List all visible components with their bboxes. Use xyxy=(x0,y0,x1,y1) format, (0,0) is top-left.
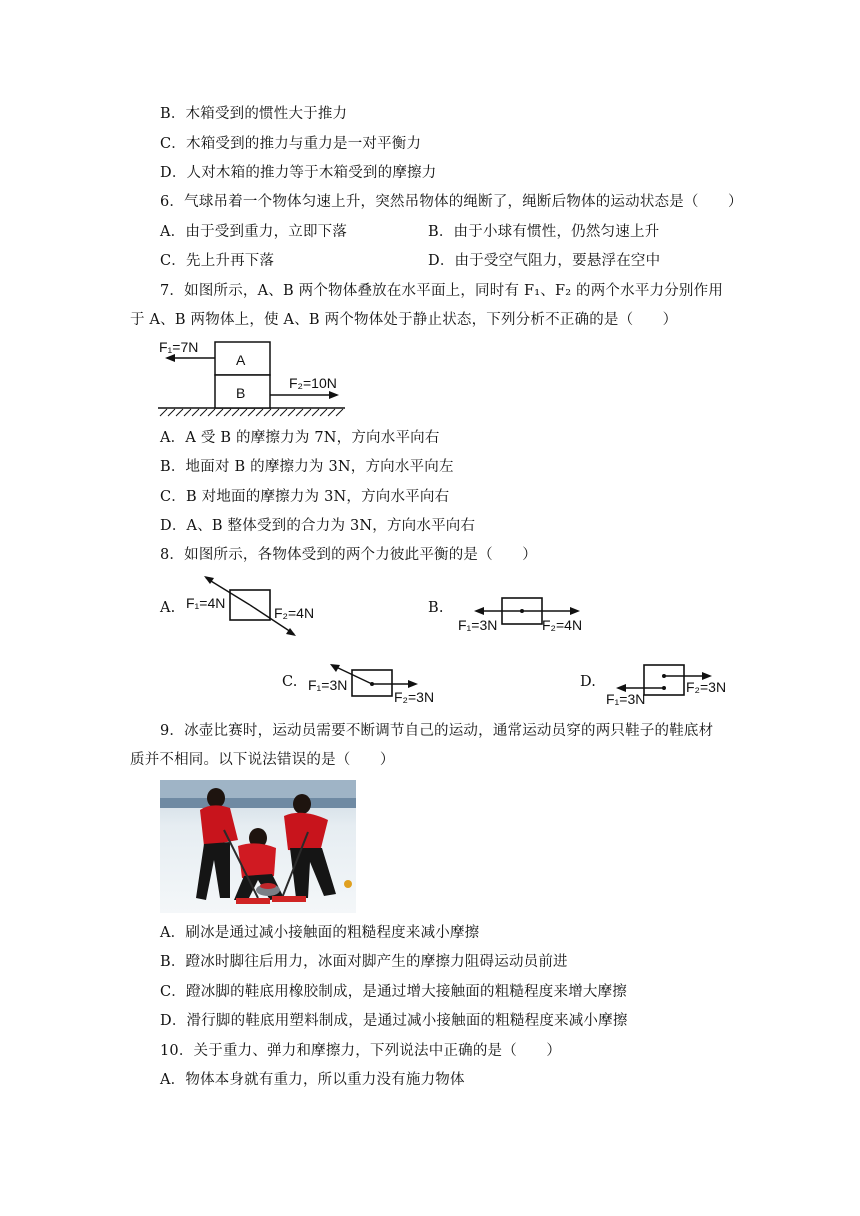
q8-fig-c-letter: C. xyxy=(282,674,298,690)
q7-option-a: A．A 受 B 的摩擦力为 7N，方向水平向右 xyxy=(160,430,440,446)
q9-option-a: A．刷冰是通过减小接触面的粗糙程度来减小摩擦 xyxy=(160,925,480,941)
q8-a-f1: F₁=4N xyxy=(186,595,226,611)
q6-stem: 6．气球吊着一个物体匀速上升，突然吊物体的绳断了，绳断后物体的运动状态是（ ） xyxy=(160,194,743,210)
ground-hatching xyxy=(160,409,343,416)
q8-c-f1: F₁=3N xyxy=(308,677,348,693)
q8-d-f1: F₁=3N xyxy=(606,691,646,707)
f2-arrowhead xyxy=(329,391,339,399)
q8-fig-b-letter: B. xyxy=(428,600,444,616)
q8-fig-d-letter: D. xyxy=(580,674,597,690)
q8-figure-c xyxy=(302,660,452,708)
q10-stem: 10．关于重力、弹力和摩擦力，下列说法中正确的是（ ） xyxy=(160,1043,562,1059)
q9-stem-line2: 质并不相同。以下说法错误的是（ ） xyxy=(130,752,395,768)
q9-option-b: B．蹬冰时脚往后用力，冰面对脚产生的摩擦力阻碍运动员前进 xyxy=(160,954,568,970)
q7-figure xyxy=(155,336,350,424)
q8-figure-a xyxy=(180,572,330,640)
q6-option-a: A．由于受到重力，立即下落 xyxy=(160,224,348,240)
curling-photo xyxy=(160,780,356,913)
q10-option-a: A．物体本身就有重力，所以重力没有施力物体 xyxy=(160,1072,465,1088)
q8-fig-a-letter: A. xyxy=(160,600,176,616)
q6-option-c: C．先上升再下落 xyxy=(160,253,275,269)
q8-figure-b xyxy=(452,590,602,638)
q7-stem-line2: 于 A、B 两物体上，使 A、B 两个物体处于静止状态，下列分析不正确的是（ ） xyxy=(130,312,678,328)
block-a-label: A xyxy=(236,352,246,368)
q7-f1-label: F₁=7N xyxy=(159,339,199,355)
q9-option-d: D．滑行脚的鞋底用塑料制成，是通过减小接触面的粗糙程度来减小摩擦 xyxy=(160,1013,628,1029)
q6-option-b: B．由于小球有惯性，仍然匀速上升 xyxy=(428,224,660,240)
q7-option-b: B．地面对 B 的摩擦力为 3N，方向水平向左 xyxy=(160,459,454,475)
block-b-label: B xyxy=(236,385,246,401)
q8-b-f1: F₁=3N xyxy=(458,617,498,633)
q7-stem-line1: 7．如图所示，A、B 两个物体叠放在水平面上，同时有 F₁、F₂ 的两个水平力分别作用 xyxy=(160,283,724,299)
q8-figure-d xyxy=(600,660,750,708)
q5-option-b: B．木箱受到的惯性大于推力 xyxy=(160,106,348,122)
q5-option-d: D．人对木箱的推力等于木箱受到的摩擦力 xyxy=(160,165,437,181)
q6-option-d: D．由于受空气阻力，要悬浮在空中 xyxy=(428,253,661,269)
q8-c-f2: F₂=3N xyxy=(394,689,435,705)
q8-d-f2: F₂=3N xyxy=(686,679,727,695)
f1-arrowhead xyxy=(165,354,175,362)
q7-f2-label: F₂=10N xyxy=(289,375,337,391)
q9-option-c: C．蹬冰脚的鞋底用橡胶制成，是通过增大接触面的粗糙程度来增大摩擦 xyxy=(160,984,627,1000)
q9-stem-line1: 9．冰壶比赛时，运动员需要不断调节自己的运动，通常运动员穿的两只鞋子的鞋底材 xyxy=(160,723,714,739)
q7-option-d: D．A、B 整体受到的合力为 3N，方向水平向右 xyxy=(160,518,476,534)
q8-b-f2: F₂=4N xyxy=(542,617,583,633)
q8-stem: 8．如图所示，各物体受到的两个力彼此平衡的是（ ） xyxy=(160,547,537,563)
q8-a-f2: F₂=4N xyxy=(274,605,315,621)
q7-option-c: C．B 对地面的摩擦力为 3N，方向水平向右 xyxy=(160,489,450,505)
q5-option-c: C．木箱受到的推力与重力是一对平衡力 xyxy=(160,136,422,152)
